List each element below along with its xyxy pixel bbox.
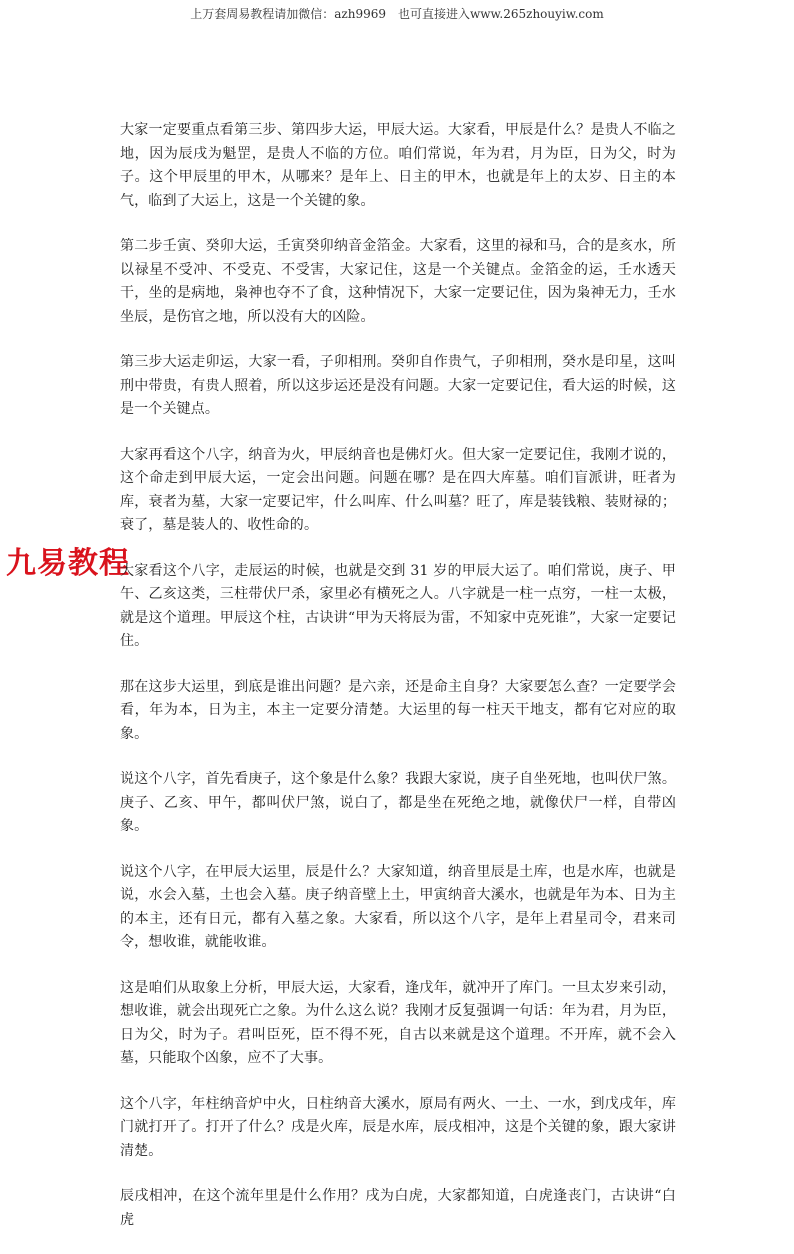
paragraph: 这个八字，年柱纳音炉中火，日柱纳音大溪水，原局有两火、一土、一水，到戊戌年，库门就打开了。打开了什么？戌是火库，辰是水库，辰戌相冲，这是个关键的象，跟大家讲清楚。: [120, 1095, 676, 1159]
paragraph: 那在这步大运里，到底是谁出问题？是六亲，还是命主自身？大家要怎么查？一定要学会看，年为本，日为主，本主一定要分清楚。大运里的每一柱天干地支，都有它对应的取象。: [120, 678, 676, 742]
paragraph: 第二步壬寅、癸卯大运，壬寅癸卯纳音金箔金。大家看，这里的禄和马，合的是亥水，所以禄星不受冲、不受克、不受害，大家记住，这是一个关键点。金箔金的运，壬水透天干，坐的是病地，枭神也夺不了食，这种情况下，大家一定要记住，因为枭神无力，壬水坐辰，是伤官之地，所以没有大的凶险。: [120, 238, 676, 325]
paragraph: 大家一定要重点看第三步、第四步大运，甲辰大运。大家看，甲辰是什么？是贵人不临之地，因为辰戌为魁罡，是贵人不临的方位。咱们常说，年为君，月为臣，日为父，时为子。这个甲辰里的甲木，从哪来？是年上、日主的甲木，也就是年上的太岁、日主的本气，临到了大运上，这是一个关键的象。: [120, 122, 676, 209]
paragraph: 说这个八字，首先看庚子，这个象是什么象？我跟大家说，庚子自坐死地，也叫伏尸煞。庚子、乙亥、甲午，都叫伏尸煞，说白了，都是坐在死绝之地，就像伏尸一样，自带凶象。: [120, 771, 676, 834]
paragraph: 大家看这个八字，走辰运的时候，也就是交到 31 岁的甲辰大运了。咱们常说，庚子、甲午、乙亥这类，三柱带伏尸杀，家里必有横死之人。八字就是一柱一点穷，一柱一太极，就是这个道理。甲辰这个柱，古诀讲“甲为天将辰为雷，不知家中克死谁”，大家一定要记住。: [120, 562, 676, 649]
watermark-logo: 九易教程: [6, 546, 130, 581]
paragraph: 大家再看这个八字，纳音为火，甲辰纳音也是佛灯火。但大家一定要记住，我刚才说的，这个命走到甲辰大运，一定会出问题。问题在哪？是在四大库墓。咱们盲派讲，旺者为库，衰者为墓，大家一定要记牢，什么叫库、什么叫墓？旺了，库是装钱粮、装财禄的；衰了，墓是装人的、收性命的。: [120, 446, 676, 533]
document-body: [120, 119, 676, 1254]
paragraph: 说这个八字，在甲辰大运里，辰是什么？大家知道，纳音里辰是土库，也是水库，也就是说，水会入墓，土也会入墓。庚子纳音壁上土，甲寅纳音大溪水，也就是年为本、日为主的本主，还有日元，都有入墓之象。大家看，所以这个八字，是年上君星司令，君来司令，想收谁，就能收谁。: [120, 863, 676, 950]
paragraph: 第三步大运走卯运，大家一看，子卯相刑。癸卯自作贵气，子卯相刑，癸水是印星，这叫刑中带贵，有贵人照着，所以这步运还是没有问题。大家一定要记住，看大运的时候，这是一个关键点。: [120, 354, 676, 417]
page-header: 上万套周易教程请加微信：azh9969 也可直接进入www.265zhouyiw.com: [190, 7, 604, 21]
paragraph: 这是咱们从取象上分析，甲辰大运，大家看，逢戊年，就冲开了库门。一旦太岁来引动，想收谁，就会出现死亡之象。为什么这么说？我刚才反复强调一句话：年为君，月为臣，日为父，时为子。君叫臣死，臣不得不死，自古以来就是这个道理。不开库，就不会入墓，只能取个凶象，应不了大事。: [120, 979, 676, 1066]
paragraph: 辰戌相冲，在这个流年里是什么作用？戌为白虎，大家都知道，白虎逢丧门，古诀讲“白虎: [120, 1188, 676, 1228]
